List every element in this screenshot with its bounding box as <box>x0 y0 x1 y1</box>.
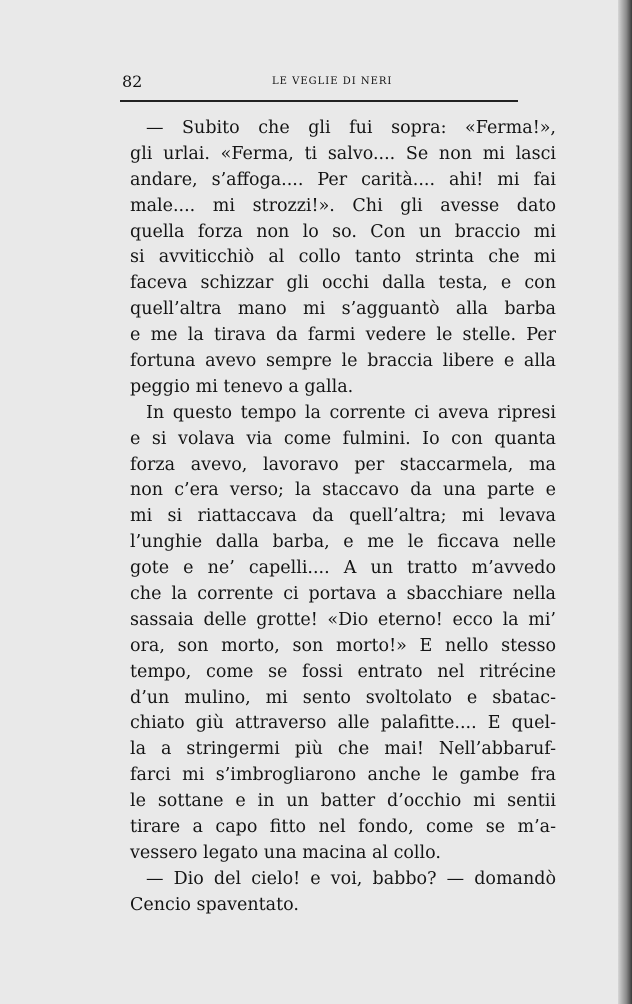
text-line: gote e ne’ capelli.... A un tratto m’avvedo <box>130 558 556 579</box>
text-line: forza avevo, lavoravo per staccarmela, ma <box>130 454 556 475</box>
text-line: faceva schizzar gli occhi dalla testa, e con <box>130 273 556 294</box>
text-line: tirare a capo fitto nel fondo, come se m’a- <box>130 817 556 838</box>
text-line: quell’altra mano mi s’agguantò alla barba <box>130 299 556 320</box>
text-line: fortuna avevo sempre le braccia libere e alla <box>130 351 556 372</box>
text-line: farci mi s’imbrogliarono anche le gambe fra <box>130 765 556 786</box>
text-line: l’unghie dalla barba, e me le ficcava nelle <box>130 532 556 553</box>
header-rule <box>120 100 518 102</box>
text-line: peggio mi tenevo a galla. <box>130 376 354 397</box>
text-line: male.... mi strozzi!». Chi gli avesse dato <box>130 195 556 216</box>
text-line: gli urlai. «Ferma, ti salvo.... Se non mi lasci <box>130 143 556 164</box>
text-line: — Subito che gli fui sopra: «Ferma!», <box>146 118 556 138</box>
text-line: mi si riattaccava da quell’altra; mi levava <box>130 506 556 527</box>
page-header <box>122 72 517 94</box>
text-line: e me la tirava da farmi vedere le stelle. Per <box>130 325 556 346</box>
text-line: ora, son morto, son morto!» E nello stesso <box>130 635 556 656</box>
running-head: LE VEGLIE DI NERI <box>272 76 393 87</box>
text-line: si avviticchiò al collo tanto strinta che mi <box>130 247 556 268</box>
text-line: vessero legato una macina al collo. <box>130 842 441 863</box>
text-line: — Dio del cielo! e voi, babbo? — domandò <box>146 868 556 889</box>
page-number: 82 <box>122 72 143 91</box>
text-line: tempo, come se fossi entrato nel ritrécine <box>130 661 556 682</box>
text-line: non c’era verso; la staccavo da una parte e <box>130 480 556 501</box>
text-line: la a stringermi più che mai! Nell’abbaruf- <box>130 739 556 760</box>
text-line: che la corrente ci portava a sbacchiare nella <box>130 584 556 605</box>
text-line: e si volava via come fulmini. Io con quanta <box>130 428 556 449</box>
body-text <box>130 116 556 919</box>
text-line: andare, s’affoga.... Per carità.... ahi! mi fai <box>130 169 556 190</box>
text-line: In questo tempo la corrente ci aveva ripresi <box>146 402 556 423</box>
text-line: le sottane e in un batter d’occhio mi sentii <box>130 791 556 812</box>
text-line: quella forza non lo so. Con un braccio mi <box>130 221 556 242</box>
text-line: chiato giù attraverso alle palafitte.... E quel- <box>130 713 556 734</box>
text-line: d’un mulino, mi sento svoltolato e sbatac- <box>130 687 556 708</box>
text-line: Cencio spaventato. <box>130 894 299 915</box>
page-edge-shadow <box>618 0 632 1004</box>
text-line: sassaia delle grotte! «Dio eterno! ecco la mi’ <box>130 609 556 630</box>
